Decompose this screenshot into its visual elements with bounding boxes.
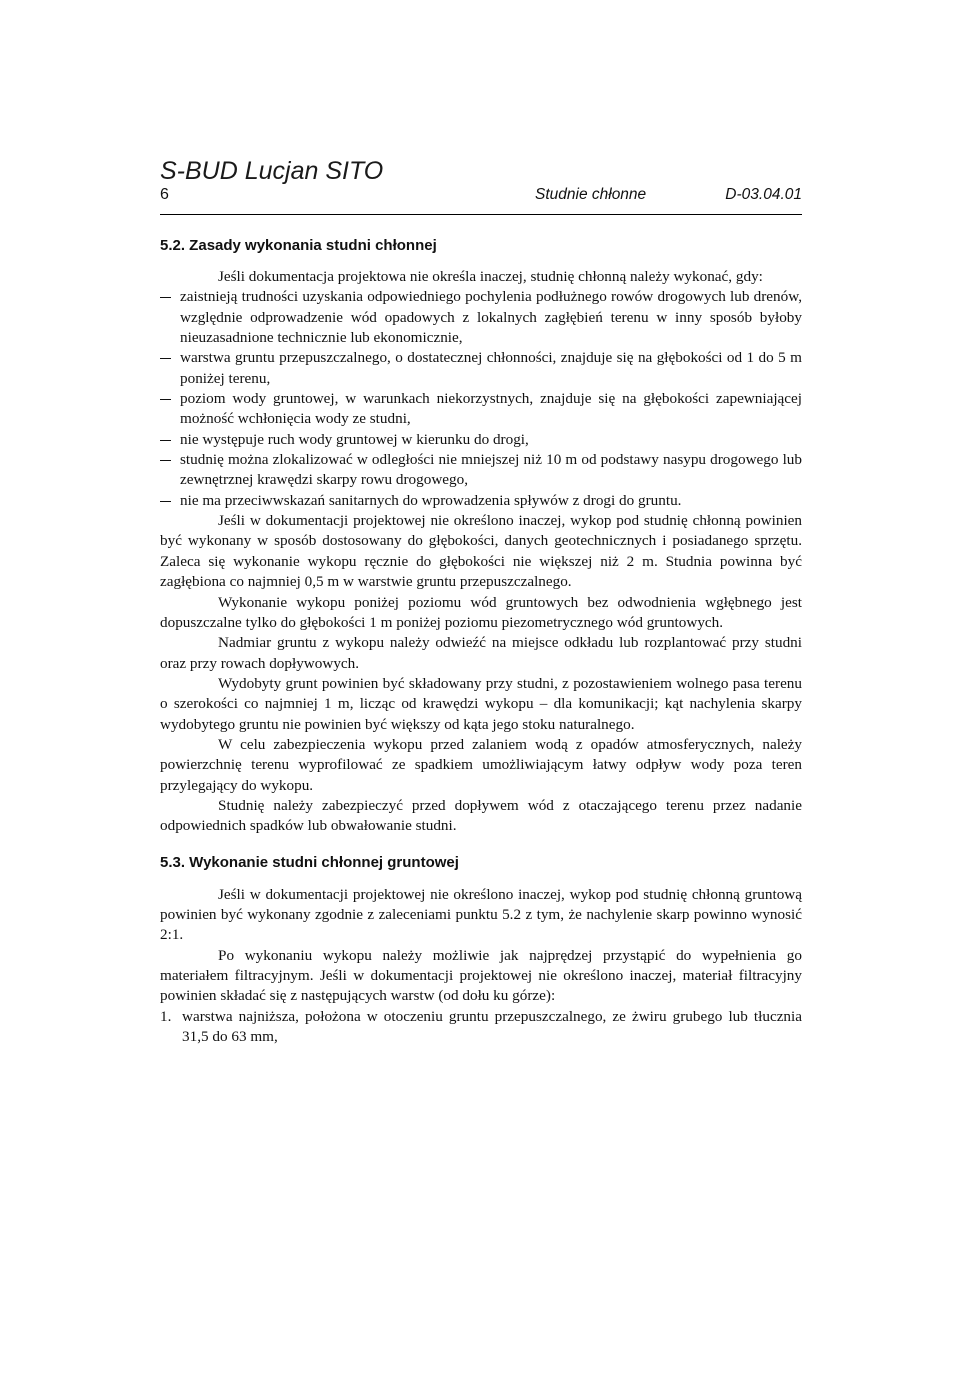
list-number: 1.	[160, 1007, 172, 1025]
list-item	[160, 430, 802, 450]
paragraph: Wydobyty grunt powinien być składowany przy studni, z pozostawieniem wolnego pasa terenu o szerokości co najmniej 1 m, licząc od krawędzi wykopu – dla komunikacji; kąt nachylenia skarpy wydobytego gruntu nie powinien być większy od kąta jego stoku naturalnego.	[160, 674, 802, 733]
list-item-text: nie występuje ruch wody gruntowej w kierunku do drogi,	[180, 430, 529, 448]
conditions-list	[160, 287, 802, 511]
list-item	[160, 389, 802, 430]
section-heading-5-2: 5.2. Zasady wykonania studni chłonnej	[160, 237, 437, 254]
dash-bullet	[160, 501, 171, 502]
list-item-text: warstwa gruntu przepuszczalnego, o dostatecznej chłonności, znajduje się na głębokości od 1 do 5 m poniżej terenu,	[180, 349, 802, 387]
paragraph: Nadmiar gruntu z wykopu należy odwieźć na miejsce odkładu lub rozplantować przy studni oraz przy rowach dopływowych.	[160, 634, 802, 672]
header-rule	[160, 214, 802, 215]
paragraph: Po wykonaniu wykopu należy możliwie jak najprędzej przystąpić do wypełnienia go materiałem filtracyjnym. Jeśli w dokumentacji projektowej nie określono inaczej, materiał filtracyjny powinien składać się z następujących warstw (od dołu ku górze):	[160, 946, 802, 1005]
paragraph: Jeśli w dokumentacji projektowej nie określono inaczej, wykop pod studnię chłonną powinien być wykonany w sposób dostosowany do głębokości, danych geotechnicznych i posiadanego sprzętu. Zaleca się wykonanie wykopu ręcznie do głębokości nie większej niż 2 m. Studnia powinna być zagłębiona co najmniej 0,5 m w warstwie gruntu przepuszczalnego.	[160, 512, 802, 591]
paragraph: Wykonanie wykopu poniżej poziomu wód gruntowych bez odwodnienia wgłębnego jest dopuszczalne tylko do głębokości 1 m poniżej poziomu piezometrycznego wód gruntowych.	[160, 593, 802, 631]
paragraph: Jeśli w dokumentacji projektowej nie określono inaczej, wykop pod studnię chłonną gruntową powinien być wykonany zgodnie z zaleceniami punktu 5.2 z tym, że nachylenie skarp powinno wynosić 2:1.	[160, 885, 802, 944]
dash-bullet	[160, 358, 171, 359]
dash-bullet	[160, 440, 171, 441]
dash-bullet	[160, 399, 171, 400]
list-item	[160, 287, 802, 348]
list-item	[160, 450, 802, 491]
numbered-list-item	[160, 1007, 802, 1048]
section-heading-5-3: 5.3. Wykonanie studni chłonnej gruntowej	[160, 853, 459, 871]
list-item-text: nie ma przeciwwskazań sanitarnych do wprowadzenia spływów z drogi do gruntu.	[180, 491, 682, 509]
paragraph: Studnię należy zabezpieczyć przed dopływem wód z otaczającego terenu przez nadanie odpowiednich spadków lub obwałowanie studni.	[160, 796, 802, 835]
paragraph: W celu zabezpieczenia wykopu przed zalaniem wodą z opadów atmosferycznych, należy powierzchnię terenu wyprofilować ze spadkiem umożliwiającym łatwy odpływ wody poza teren przylegający do wykopu.	[160, 735, 802, 794]
paragraph: Jeśli dokumentacja projektowa nie określa inaczej, studnię chłonną należy wykonać, gdy:	[218, 268, 763, 285]
company-name: S-BUD Lucjan SITO	[160, 157, 384, 185]
list-item-text: poziom wody gruntowej, w warunkach niekorzystnych, znajduje się na głębokości zapewniającej możność wchłonięcia wody ze studni,	[180, 390, 802, 428]
document-body	[160, 236, 802, 1047]
list-item-text: studnię można zlokalizować w odległości nie mniejszej niż 10 m od podstawy nasypu drogowego lub zewnętrznej krawędzi skarpy rowu drogowego,	[180, 451, 802, 489]
page-number: 6	[160, 186, 169, 203]
dash-bullet	[160, 297, 171, 298]
dash-bullet	[160, 460, 171, 461]
document-code: D-03.04.01	[725, 186, 802, 203]
list-item-text: warstwa najniższa, położona w otoczeniu gruntu przepuszczalnego, ze żwiru grubego lub tłucznia 31,5 do 63 mm,	[182, 1007, 802, 1046]
list-item-text: zaistnieją trudności uzyskania odpowiedniego pochylenia podłużnego rowów drogowych lub drenów, względnie odprowadzenie wód opadowych z lokalnych zagłębień terenu w inny sposób byłoby nieuzasadnione technicznie lub ekonomicznie,	[180, 288, 802, 347]
document-title: Studnie chłonne	[535, 186, 647, 203]
list-item	[160, 348, 802, 389]
running-header	[160, 186, 802, 210]
list-item	[160, 491, 802, 511]
